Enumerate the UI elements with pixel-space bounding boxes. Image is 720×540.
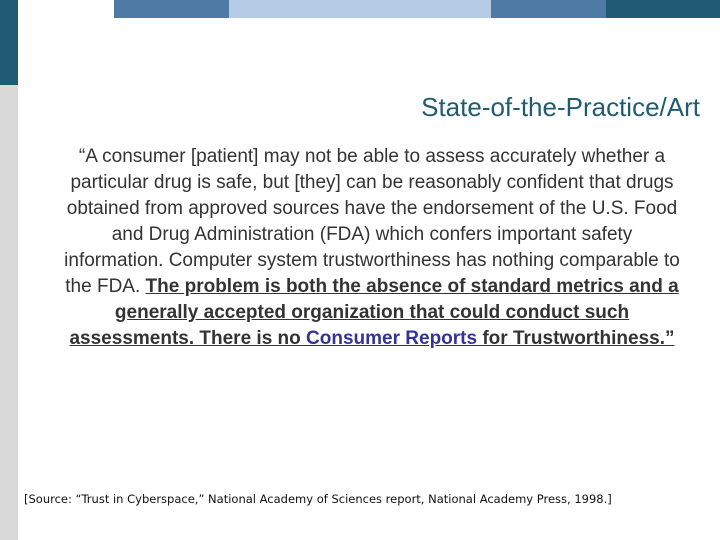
band-top-dark [606, 0, 720, 18]
band-left-dark [0, 0, 18, 85]
band-top-light [229, 0, 491, 18]
band-top-mid-2 [491, 0, 606, 18]
quote-emphasis-part-2: for Trustworthiness.” [477, 328, 675, 349]
quote-text [62, 144, 682, 352]
consumer-reports-link[interactable]: Consumer Reports [306, 328, 478, 349]
quote-emphasis-part-1: The problem is both the absence of standard metrics and a generally accepted organization that could conduct such assessments. There is no [69, 276, 679, 349]
band-top-white [18, 0, 114, 18]
source-citation: [Source: “Trust in Cyberspace,” National Academy of Sciences report, National Academy Press, 1998.] [24, 492, 612, 506]
quote-plain: “A consumer [patient] may not be able to assess accurately whether a particular drug is safe, but [they] can be reasonably confident that drugs obtained from approved sources have the endorsement of the U.S. Food and Drug Administration (FDA) which confers important safety information. Computer system trustworthiness has nothing comparable to the FDA. [64, 146, 680, 297]
quote-emphasis [69, 276, 678, 349]
band-top-mid-1 [114, 0, 229, 18]
band-left-gray [0, 85, 18, 540]
slide-title: State-of-the-Practice/Art [421, 92, 700, 122]
